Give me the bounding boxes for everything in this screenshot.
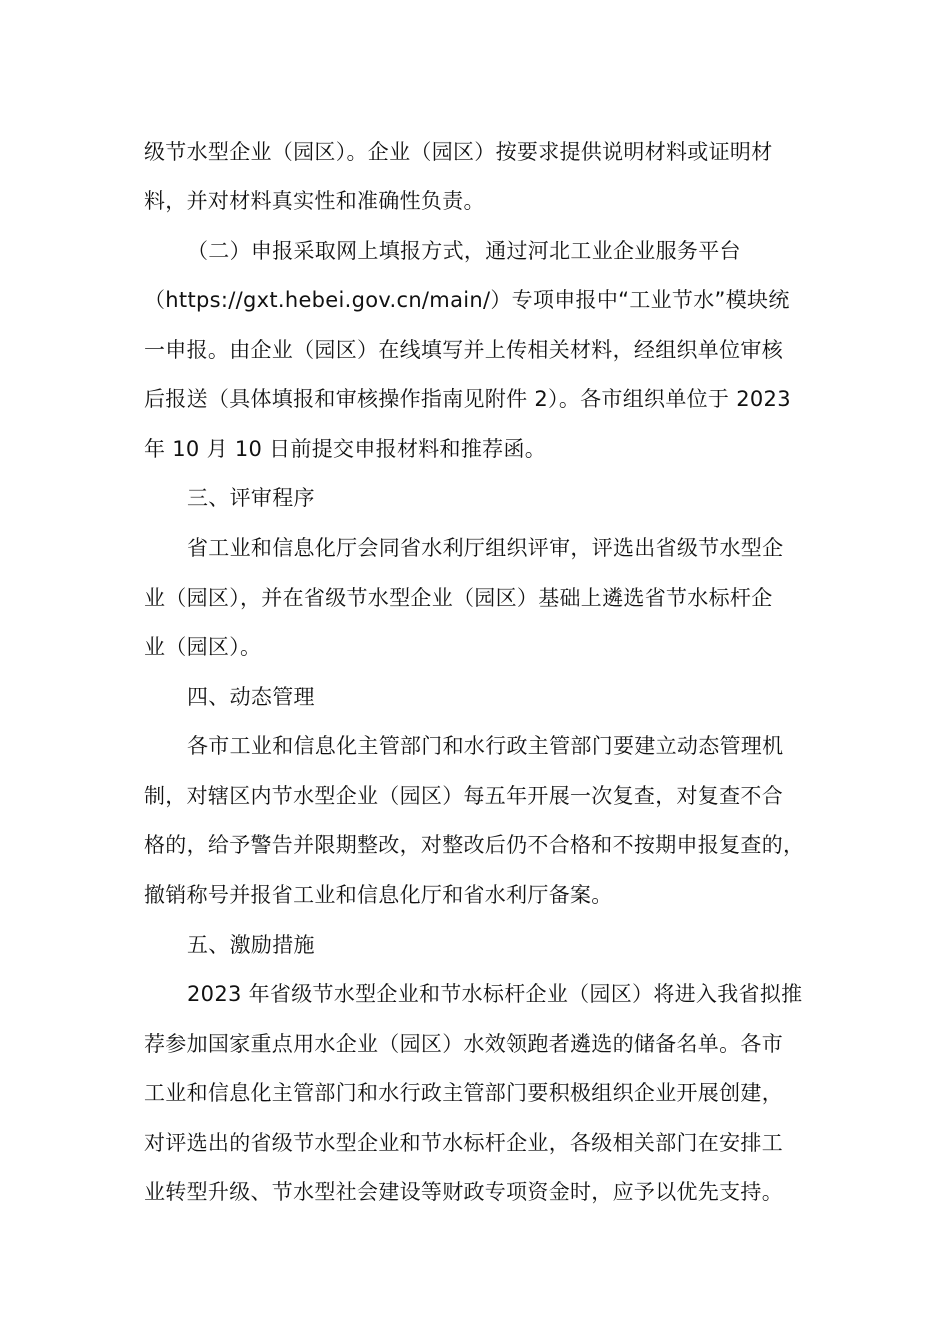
text-line-4: （https://gxt.hebei.gov.cn/main/）专项申报中“工业节水”模块统 xyxy=(144,288,790,312)
text-line-10: 业（园区），并在省级节水型企业（园区）基础上遴选省节水标杆企 xyxy=(144,586,773,610)
text-line-7: 年 10 月 10 日前提交申报材料和推荐函。 xyxy=(144,437,547,461)
text-line-20: 工业和信息化主管部门和水行政主管部门要积极组织企业开展创建， xyxy=(144,1081,783,1105)
text-line-15: 格的，给予警告并限期整改，对整改后仍不合格和不按期申报复查的， xyxy=(144,833,805,857)
text-line-9: 省工业和信息化厅会同省水利厅组织评审，评选出省级节水型企 xyxy=(187,536,784,560)
text-line-21: 对评选出的省级节水型企业和节水标杆企业，各级相关部门在安排工 xyxy=(144,1131,783,1155)
text-line-3: （二）申报采取网上填报方式，通过河北工业企业服务平台 xyxy=(187,239,741,263)
section-heading-incentives: 五、激励措施 xyxy=(187,933,315,957)
text-line-16: 撤销称号并报省工业和信息化厅和省水利厅备案。 xyxy=(144,883,613,907)
section-heading-review: 三、评审程序 xyxy=(187,486,315,510)
text-line-13: 各市工业和信息化主管部门和水行政主管部门要建立动态管理机 xyxy=(187,734,784,758)
text-line-11: 业（园区）。 xyxy=(144,635,262,659)
text-line-5: 一申报。由企业（园区）在线填写并上传相关材料，经组织单位审核 xyxy=(144,338,783,362)
text-line-19: 荐参加国家重点用水企业（园区）水效领跑者遴选的储备名单。各市 xyxy=(144,1032,783,1056)
text-line-1: 级节水型企业（园区）。企业（园区）按要求提供说明材料或证明材 xyxy=(144,140,773,164)
section-heading-management: 四、动态管理 xyxy=(187,685,315,709)
text-line-6: 后报送（具体填报和审核操作指南见附件 2）。各市组织单位于 2023 xyxy=(144,387,791,411)
text-line-2: 料，并对材料真实性和准确性负责。 xyxy=(144,189,485,213)
text-line-14: 制，对辖区内节水型企业（园区）每五年开展一次复查，对复查不合 xyxy=(144,784,783,808)
text-line-18: 2023 年省级节水型企业和节水标杆企业（园区）将进入我省拟推 xyxy=(187,982,803,1006)
text-line-22: 业转型升级、节水型社会建设等财政专项资金时，应予以优先支持。 xyxy=(144,1180,783,1204)
